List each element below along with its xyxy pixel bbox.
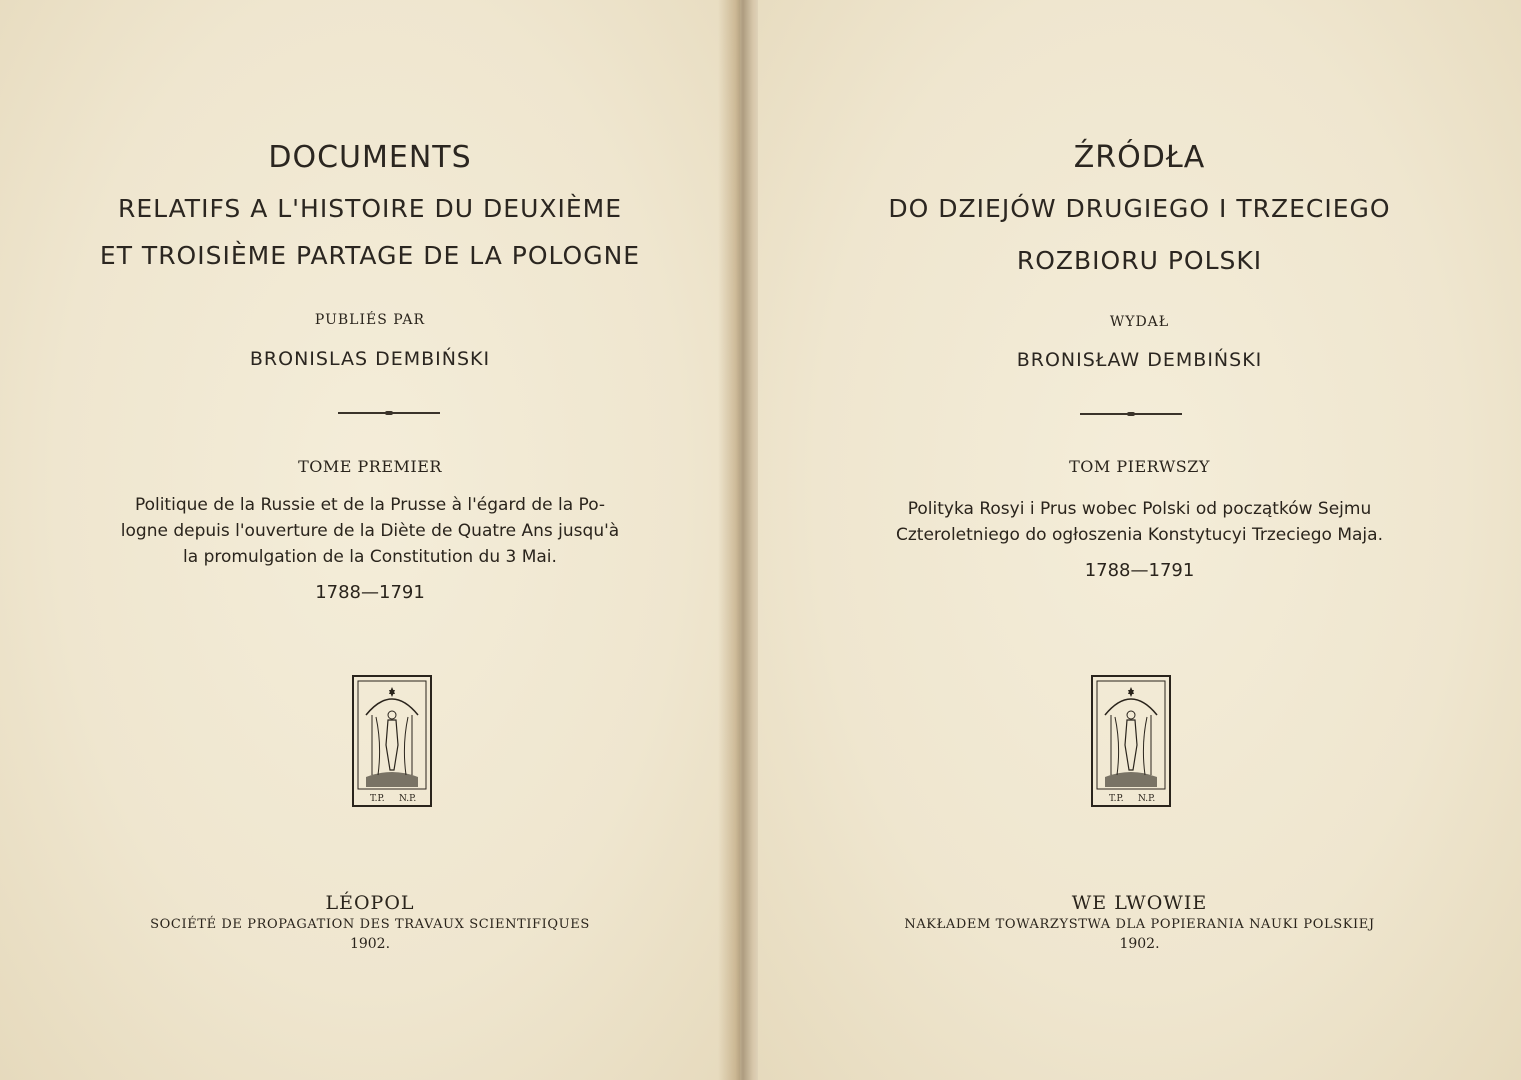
right-title-line2: DO DZIEJÓW DRUGIEGO I TRZECIEGO (888, 194, 1391, 223)
right-rule-ornament (1127, 412, 1135, 416)
left-published-by: PUBLIÉS PAR (314, 312, 426, 328)
right-pub-year: 1902. (1119, 936, 1160, 952)
left-publisher: SOCIÉTÉ DE PROPAGATION DES TRAVAUX SCIENTIFIQUES (150, 917, 590, 932)
left-title-line3: ET TROISIÈME PARTAGE DE LA POLOGNE (99, 241, 641, 270)
left-city: LÉOPOL (325, 892, 415, 914)
left-description-line1: Politique de la Russie et de la Prusse à l'égard de la Po- (134, 495, 606, 515)
left-volume: TOME PREMIER (298, 457, 442, 476)
right-volume: TOM PIERWSZY (1069, 457, 1210, 476)
right-city: WE LWOWIE (1071, 892, 1208, 914)
left-title-page (0, 0, 740, 1080)
right-publisher-emblem (1091, 675, 1171, 807)
left-emblem-initials-right: N.P. (399, 794, 417, 804)
left-emblem-initials-left: T.P. (370, 794, 385, 804)
left-description-line3: la promulgation de la Constitution du 3 Mai. (183, 547, 557, 567)
left-years: 1788—1791 (315, 582, 425, 603)
left-title-line1: DOCUMENTS (268, 140, 472, 175)
left-author: BRONISLAS DEMBIŃSKI (249, 348, 491, 370)
right-published-by: WYDAŁ (1109, 314, 1170, 330)
right-publisher: NAKŁADEM TOWARZYSTWA DLA POPIERANIA NAUKI POLSKIEJ (904, 917, 1375, 932)
left-description-line2: logne depuis l'ouverture de la Diète de Quatre Ans jusqu'à (120, 521, 620, 541)
right-author: BRONISŁAW DEMBIŃSKI (1016, 349, 1263, 371)
left-publisher-emblem (352, 675, 432, 807)
right-title-line1: ŹRÓDŁA (1073, 140, 1206, 175)
right-title-line3: ROZBIORU POLSKI (1016, 246, 1263, 275)
left-rule-ornament (385, 411, 393, 415)
right-years: 1788—1791 (1084, 560, 1195, 581)
left-title-line2: RELATIFS A L'HISTOIRE DU DEUXIÈME (117, 194, 623, 223)
right-emblem-initials-left: T.P. (1109, 794, 1124, 804)
right-description-line2: Czteroletniego do ogłoszenia Konstytucyi Trzeciego Maja. (896, 525, 1383, 545)
right-title-page (758, 0, 1521, 1080)
right-description-line1: Polityka Rosyi i Prus wobec Polski od początków Sejmu (907, 499, 1372, 519)
right-emblem-initials-right: N.P. (1138, 794, 1156, 804)
left-pub-year: 1902. (349, 936, 391, 952)
